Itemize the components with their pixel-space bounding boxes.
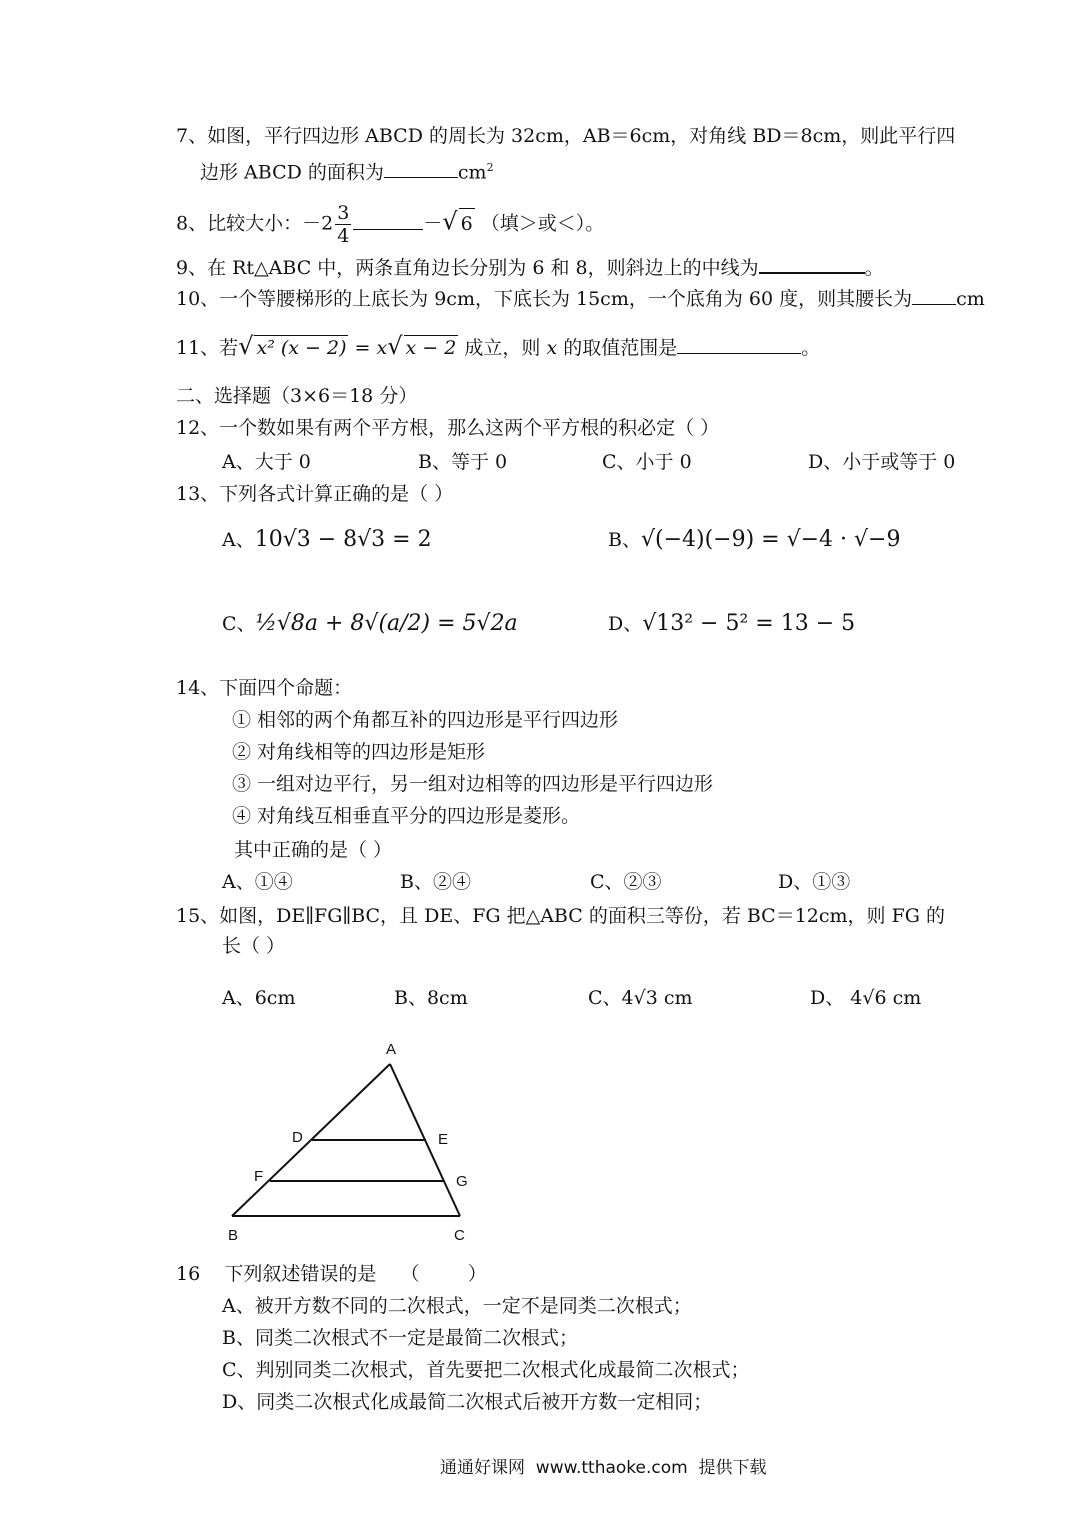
q10-end: cm <box>956 288 985 310</box>
q16-option-a[interactable]: A、被开方数不同的二次根式，一定不是同类二次根式； <box>222 1295 692 1317</box>
q14-item-1: ① 相邻的两个角都互补的四边形是平行四边形 <box>232 709 619 731</box>
q12-option-c[interactable]: C、小于 0 <box>602 451 692 473</box>
q15-line2: 长（ ） <box>222 935 286 957</box>
sqrt-icon: √ <box>387 332 403 360</box>
q8-suffix: （填＞或＜）。 <box>480 212 605 235</box>
q13-a-label: A、 <box>222 529 255 551</box>
label-d: D <box>292 1129 303 1146</box>
q11-prefix: 11、若 <box>176 337 239 359</box>
q11-radicand-left: x² (x − 2) <box>256 337 347 359</box>
triangle-figure <box>220 1036 480 1248</box>
q13-d-label: D、 <box>608 613 643 635</box>
q13-d-expr: √13² − 5² = 13 − 5 <box>642 611 856 636</box>
q11-radicand-right: x − 2 <box>405 337 457 359</box>
q7-answer-blank[interactable] <box>384 159 458 178</box>
label-f: F <box>254 1168 264 1185</box>
q7-line1: 7、如图，平行四边形 ABCD 的周长为 32cm，AB＝6cm，对角线 BD＝8cm，则此平行四 <box>176 125 956 147</box>
q13-b-label: B、 <box>608 529 641 551</box>
q16-option-c[interactable]: C、判别同类二次根式，首先要把二次根式化成最简二次根式； <box>222 1359 750 1381</box>
q7-line2-text: 边形 ABCD 的面积为 <box>200 161 384 184</box>
q11-answer-blank[interactable] <box>677 335 801 354</box>
label-b: B <box>228 1227 239 1244</box>
q12-option-d[interactable]: D、小于或等于 0 <box>808 451 956 473</box>
q14-option-a[interactable]: A、①④ <box>222 871 293 893</box>
q8-frac-den: 4 <box>337 225 350 247</box>
q12-option-a[interactable]: A、大于 0 <box>222 451 311 473</box>
q14-option-d[interactable]: D、①③ <box>778 871 851 893</box>
q14-prompt: 其中正确的是（ ） <box>234 839 393 861</box>
q8-prefix: 8、比较大小：－2 <box>176 212 334 235</box>
q15-option-d[interactable]: D、 4√6 cm <box>810 987 922 1009</box>
q15-option-c[interactable]: C、4√3 cm <box>588 987 693 1009</box>
q8-frac-num: 3 <box>337 202 350 224</box>
q13-option-d[interactable] <box>608 612 855 636</box>
q7-line2 <box>200 156 494 184</box>
sqrt-icon: √ <box>442 207 458 236</box>
q11-line <box>176 334 820 360</box>
section2-title: 二、选择题（3×6＝18 分） <box>176 385 418 407</box>
q13-option-c[interactable] <box>222 612 518 636</box>
q9-line <box>176 254 884 280</box>
q14-option-b[interactable]: B、②④ <box>400 871 471 893</box>
q11-mid: = x <box>354 337 388 359</box>
q13-c-expr: ½√8a + 8√(a/2) = 5√2a <box>255 611 518 636</box>
label-c: C <box>454 1227 465 1244</box>
q7-unit-sup: 2 <box>486 161 494 174</box>
footer-text: 通通好课网 www.tthaoke.com 提供下载 <box>440 1458 767 1478</box>
q8-line <box>176 202 604 247</box>
q13-c-label: C、 <box>222 613 256 635</box>
q8-radicand: 6 <box>459 208 475 239</box>
q11-text2: 成立，则 <box>464 337 541 359</box>
q14-question: 14、下面四个命题： <box>176 677 353 699</box>
q12-option-b[interactable]: B、等于 0 <box>418 451 508 473</box>
sqrt-icon: √ <box>238 332 254 360</box>
q8-minus: － <box>423 212 443 235</box>
q12-question: 12、一个数如果有两个平方根，那么这两个平方根的积必定（ ） <box>176 417 720 439</box>
q8-fraction <box>335 202 351 247</box>
q15-option-b[interactable]: B、8cm <box>394 987 468 1009</box>
q9-text: 9、在 Rt△ABC 中，两条直角边长分别为 6 和 8，则斜边上的中线为 <box>176 257 759 279</box>
q16-option-b[interactable]: B、同类二次根式不一定是最简二次根式； <box>222 1327 578 1349</box>
q9-end: 。 <box>864 257 884 279</box>
q14-item-3: ③ 一组对边平行，另一组对边相等的四边形是平行四边形 <box>232 773 714 795</box>
q10-line <box>176 286 985 311</box>
label-e: E <box>438 1131 449 1148</box>
q14-item-4: ④ 对角线互相垂直平分的四边形是菱形。 <box>232 805 581 827</box>
q8-answer-blank[interactable] <box>353 211 423 230</box>
q11-text3: 的取值范围是 <box>563 337 678 359</box>
q10-answer-blank[interactable] <box>912 286 956 305</box>
q9-answer-blank[interactable] <box>759 254 865 274</box>
q10-text: 10、一个等腰梯形的上底长为 9cm，下底长为 15cm，一个底角为 60 度，则其腰长为 <box>176 288 913 310</box>
q16-question: 16 下列叙述错误的是 （ ） <box>176 1263 487 1285</box>
q13-option-b[interactable] <box>608 528 900 552</box>
q14-item-2: ② 对角线相等的四边形是矩形 <box>232 741 486 763</box>
q13-option-a[interactable] <box>222 528 432 552</box>
q13-question: 13、下列各式计算正确的是（ ） <box>176 483 454 505</box>
q13-a-expr: 10√3 − 8√3 = 2 <box>254 527 432 552</box>
q16-option-d[interactable]: D、同类二次根式化成最简二次根式后被开方数一定相同； <box>222 1391 713 1413</box>
q11-var: x <box>546 337 558 359</box>
q15-option-a[interactable]: A、6cm <box>222 987 296 1009</box>
q11-end: 。 <box>801 337 821 359</box>
q15-line1: 15、如图，DE∥FG∥BC，且 DE、FG 把△ABC 的面积三等份，若 BC＝12cm，则 FG 的 <box>176 905 945 927</box>
q14-option-c[interactable]: C、②③ <box>590 871 662 893</box>
label-g: G <box>456 1173 468 1190</box>
q7-unit: cm <box>457 161 487 184</box>
q13-b-expr: √(−4)(−9) = √−4 · √−9 <box>640 527 901 552</box>
label-a: A <box>386 1041 397 1058</box>
